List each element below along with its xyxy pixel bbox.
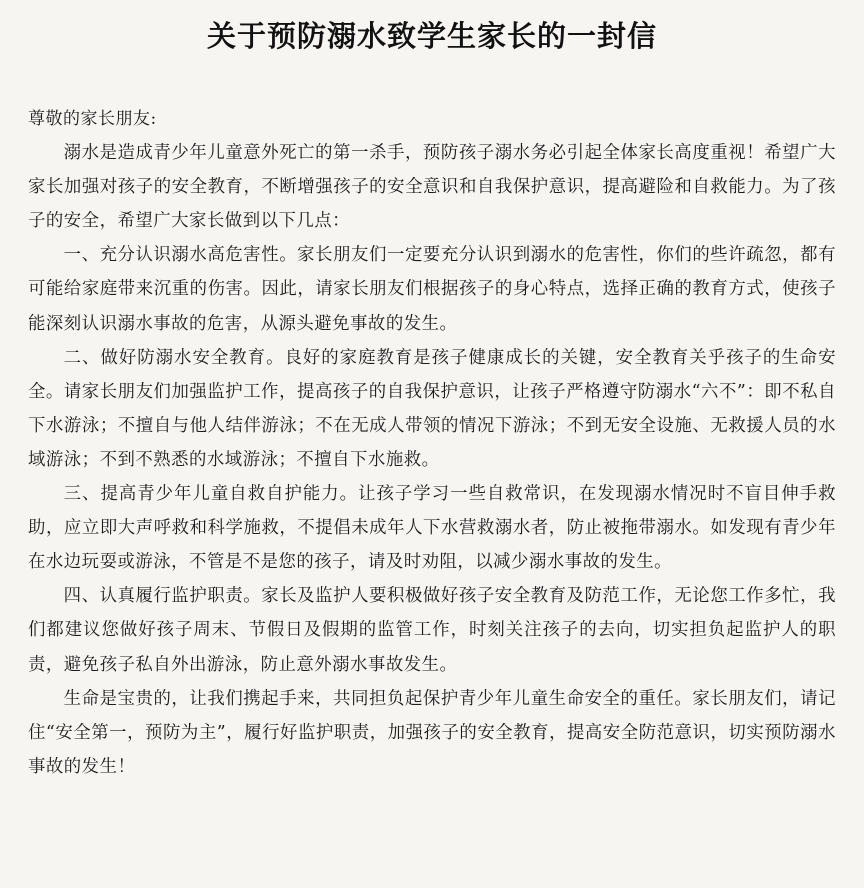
- point-4-paragraph: [28, 579, 836, 681]
- closing-paragraph-text: 生命是宝贵的，让我们携起手来，共同担负起保护青少年儿童生命安全的重任。家长朋友们，请记住“安全第一，预防为主”，履行好监护职责，加强孩子的安全教育，提高安全防范意识，切实预防溺水事故的发生！: [28, 688, 836, 777]
- point-4-text: 家长及监护人要积极做好孩子安全教育及防范工作，无论您工作多忙，我们都建议您做好孩子周末、节假日及假期的监管工作，时刻关注孩子的去向，切实担负起监护人的职责，避免孩子私自外出游泳，防止意外溺水事故发生。: [28, 586, 836, 675]
- letter-title: 关于预防溺水致学生家长的一封信: [206, 19, 657, 53]
- point-4-heading: 四、认真履行监护职责。: [63, 586, 262, 607]
- point-1-heading: 一、充分认识溺水高危害性。: [63, 245, 298, 266]
- point-3-paragraph: [28, 477, 836, 579]
- closing-paragraph: [28, 682, 836, 784]
- point-2-paragraph: [28, 341, 836, 477]
- intro-paragraph-text: 溺水是造成青少年儿童意外死亡的第一杀手，预防孩子溺水务必引起全体家长高度重视！希望广大家长加强对孩子的安全教育，不断增强孩子的安全意识和自我保护意识，提高避险和自救能力。为了孩子的安全，希望广大家长做到以下几点：: [28, 143, 836, 232]
- letter-body: [28, 102, 836, 784]
- point-2-heading: 二、做好防溺水安全教育。: [63, 347, 285, 368]
- point-3-text: 让孩子学习一些自救常识，在发现溺水情况时不盲目伸手救助，应立即大声呼救和科学施救，不提倡未成年人下水营救溺水者，防止被拖带溺水。如发现有青少年在水边玩耍或游泳，不管是不是您的孩子，请及时劝阻，以减少溺水事故的发生。: [28, 484, 836, 573]
- intro-paragraph: [28, 136, 836, 238]
- point-2-text: 良好的家庭教育是孩子健康成长的关键，安全教育关乎孩子的生命安全。请家长朋友们加强监护工作，提高孩子的自我保护意识，让孩子严格遵守防溺水“六不”：即不私自下水游泳；不擅自与他人结伴游泳；不在无成人带领的情况下游泳；不到无安全设施、无救援人员的水域游泳；不到不熟悉的水域游泳；不擅自下水施救。: [28, 347, 836, 470]
- point-1-paragraph: [28, 238, 836, 340]
- salutation: 尊敬的家长朋友:: [28, 109, 157, 129]
- point-1-text: 家长朋友们一定要充分认识到溺水的危害性，你们的些许疏忽，都有可能给家庭带来沉重的伤害。因此，请家长朋友们根据孩子的身心特点，选择正确的教育方式，使孩子能深刻认识溺水事故的危害，从源头避免事故的发生。: [28, 245, 836, 334]
- point-3-heading: 三、提高青少年儿童自救自护能力。: [63, 484, 359, 505]
